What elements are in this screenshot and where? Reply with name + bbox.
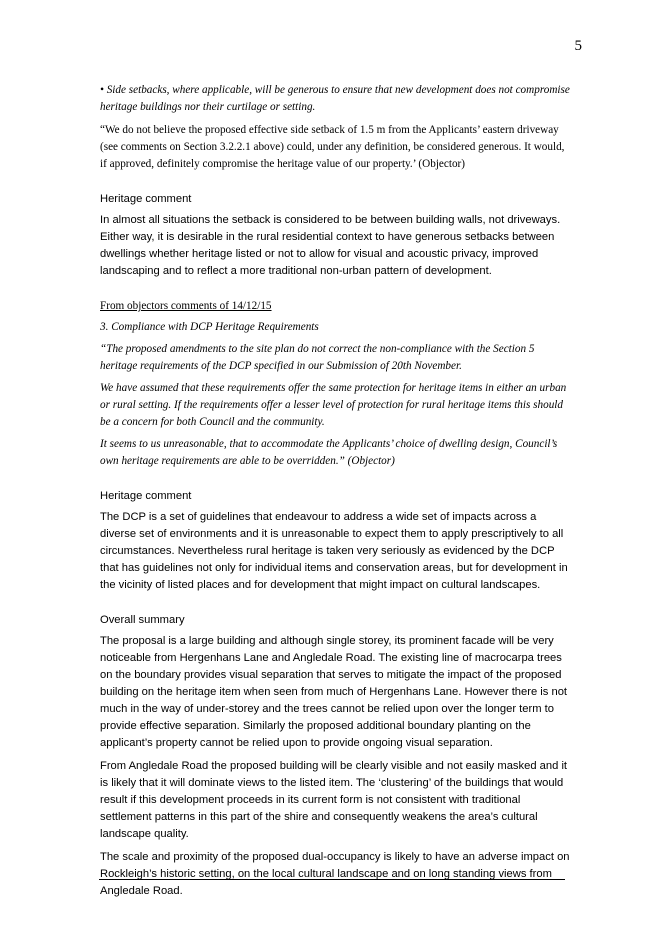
page-number: 5 — [574, 38, 582, 54]
objector-quote-para: It seems to us unreasonable, that to accommodate the Applicants’ choice of dwelling design, Council’s own heritage requirements are able to be overridden.” (Objector) — [100, 438, 558, 467]
objector-quote-para: We have assumed that these requirements offer the same protection for heritage items in either an urban or rural setting. If the requirements offer a lesser level of protection for rural heritage items this should be a concern for both Council and the community. — [100, 382, 567, 428]
heritage-comment-heading: Heritage comment — [100, 193, 192, 205]
objectors-comments-heading: From objectors comments of 14/12/15 — [100, 300, 272, 312]
heritage-comment-heading: Heritage comment — [100, 490, 192, 502]
page-content — [100, 82, 570, 900]
heritage-comment-body: The DCP is a set of guidelines that endeavour to address a wide set of impacts across a diverse set of environments and it is unreasonable to expect them to apply prescriptively to all circumstances. Nevertheless rural heritage is taken very seriously as evidenced by the DCP that has guidelines not only for individual items and conservation areas, but for development in the vicinity of listed places and for development that might impact on cultural landscapes. — [100, 511, 568, 591]
dcp-bullet-side-setbacks: • Side setbacks, where applicable, will be generous to ensure that new development does not compromise heritage buildings nor their curtilage or setting. — [100, 84, 570, 113]
summary-paragraph: The scale and proximity of the proposed dual-occupancy is likely to have an adverse impact on Rockleigh’s historic setting, on the local cultural landscape and on long standing views from Angledale Road. — [100, 851, 570, 897]
objector-quote-setback: “We do not believe the proposed effective side setback of 1.5 m from the Applicants’ eastern driveway (see comments on Section 3.2.2.1 above) could, under any definition, be considered generous. It would, if approved, definitely compromise the heritage value of our property.’ (Objector) — [100, 124, 565, 170]
footer-divider — [99, 879, 565, 880]
summary-paragraph: From Angledale Road the proposed building will be clearly visible and not easily masked and it is likely that it will dominate views to the listed item. The ‘clustering’ of the buildings that would result if this development proceeds in its current form is not consistent with traditional settlement patterns in this part of the shire and consequently weakens the area’s cultural landscape quality. — [100, 760, 568, 840]
summary-paragraph: The proposal is a large building and although single storey, its prominent facade will be very noticeable from Hergenhans Lane and Angledale Road. The existing line of macrocarpa trees on the boundary provides visual separation that serves to mitigate the impact of the proposed building on the heritage item when seen from much of Hergenhans Lane. However there is not much in the way of under-storey and the trees cannot be relied upon over the longer term to provide effective separation. Similarly the proposed additional boundary planting on the applicant’s property cannot be relied upon to provide ongoing visual separation. — [100, 635, 568, 749]
overall-summary-heading: Overall summary — [100, 614, 185, 626]
dcp-compliance-subheading: 3. Compliance with DCP Heritage Requirements — [100, 321, 319, 333]
objector-quote-para: “The proposed amendments to the site plan do not correct the non-compliance with the Section 5 heritage requirements of the DCP specified in our Submission of 20th November. — [100, 343, 535, 372]
heritage-comment-body: In almost all situations the setback is considered to be between building walls, not driveways. Either way, it is desirable in the rural residential context to have generous setbacks between dwellings whether heritage listed or not to allow for visual and acoustic privacy, improved landscaping and to reflect a more traditional non-urban pattern of development. — [100, 214, 561, 277]
